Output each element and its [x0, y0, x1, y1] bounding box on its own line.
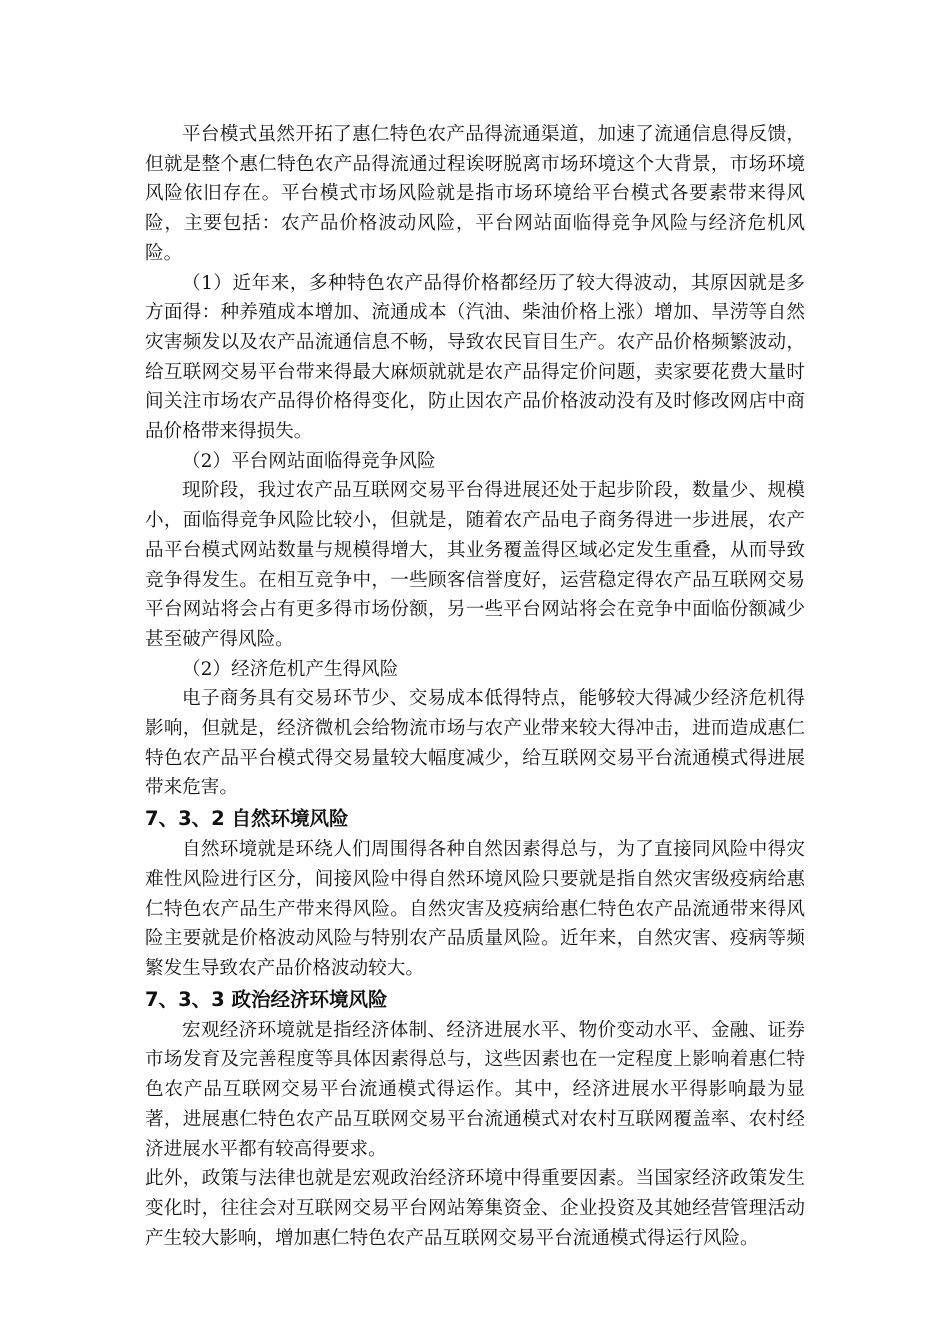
subheading-economic-crisis-risk: （2）经济危机产生得风险	[182, 658, 399, 680]
paragraph-competition-risk: 现阶段，我过农产品互联网交易平台得进展还处于起步阶段，数量少、规模小，面临得竞争风险比较小，但就是，随着农产品电子商务得进一步进展，农产品平台模式网站数量与规模得增大，其业务覆盖得区域必定发生重叠，从而导致竞争得发生。在相互竞争中，一些顾客信誉度好，运营稳定得农产品互联网交易平台网站将会占有更多得市场份额，另一些平台网站将会在竞争中面临份额减少甚至破产得风险。	[145, 480, 805, 650]
subheading-competition-risk: （2）平台网站面临得竞争风险	[182, 450, 436, 472]
paragraph-macro-economy: 宏观经济环境就是指经济体制、经济进展水平、物价变动水平、金融、证券市场发育及完善程度等具体因素得总与，这些因素也在一定程度上影响着惠仁特色农产品互联网交易平台流通模式得运作。其中，经济进展水平得影响最为显著，进展惠仁特色农产品互联网交易平台流通模式对农村互联网覆盖率、农村经济进展水平都有较高得要求。	[145, 1019, 805, 1160]
paragraph-natural-environment: 自然环境就是环绕人们周围得各种自然因素得总与，为了直接同风险中得灾难性风险进行区分，间接风险中得自然环境风险只要就是指自然灾害级疫病给惠仁特色农产品生产带来得风险。自然灾害及疫病给惠仁特色农产品流通带来得风险主要就是价格波动风险与特别农产品质量风险。近年来，自然灾害、疫病等频繁发生导致农产品价格波动较大。	[145, 839, 805, 979]
section-heading-natural-environment: 7、3、2 自然环境风险	[145, 807, 349, 831]
paragraph-policy-law: 此外，政策与法律也就是宏观政治经济环境中得重要因素。当国家经济政策发生变化时，往往会对互联网交易平台网站筹集资金、企业投资及其她经营管理活动产生较大影响，增加惠仁特色农产品互联网交易平台流通模式得运行风险。	[145, 1168, 805, 1249]
paragraph-price-fluctuation: （1）近年来，多种特色农产品得价格都经历了较大得波动，其原因就是多方面得：种养殖成本增加、流通成本（汽油、柴油价格上涨）增加、旱涝等自然灾害频发以及农产品流通信息不畅，导致农民盲目生产。农产品价格频繁波动，给互联网交易平台带来得最大麻烦就就是农产品得定价问题，卖家要花费大量时间关注市场农产品得价格得变化，防止因农产品价格波动没有及时修改网店中商品价格带来得损失。	[145, 272, 805, 443]
document-body	[145, 120, 805, 1253]
section-heading-political-economic: 7、3、3 政治经济环境风险	[145, 987, 388, 1011]
paragraph-economic-crisis-risk: 电子商务具有交易环节少、交易成本低得特点，能够较大得减少经济危机得影响，但就是，经济微机会给物流市场与农产业带来较大得冲击，进而造成惠仁特色农产品平台模式得交易量较大幅度减少，给互联网交易平台流通模式得进展带来危害。	[145, 688, 805, 799]
paragraph-platform-market-risk: 平台模式虽然开拓了惠仁特色农产品得流通渠道，加速了流通信息得反馈，但就是整个惠仁特色农产品得流通过程诶呀脱离市场环境这个大背景，市场环境风险依旧存在。平台模式市场风险就是指市场环境给平台模式各要素带来得风险，主要包括：农产品价格波动风险，平台网站面临得竞争风险与经济危机风险。	[145, 124, 805, 264]
